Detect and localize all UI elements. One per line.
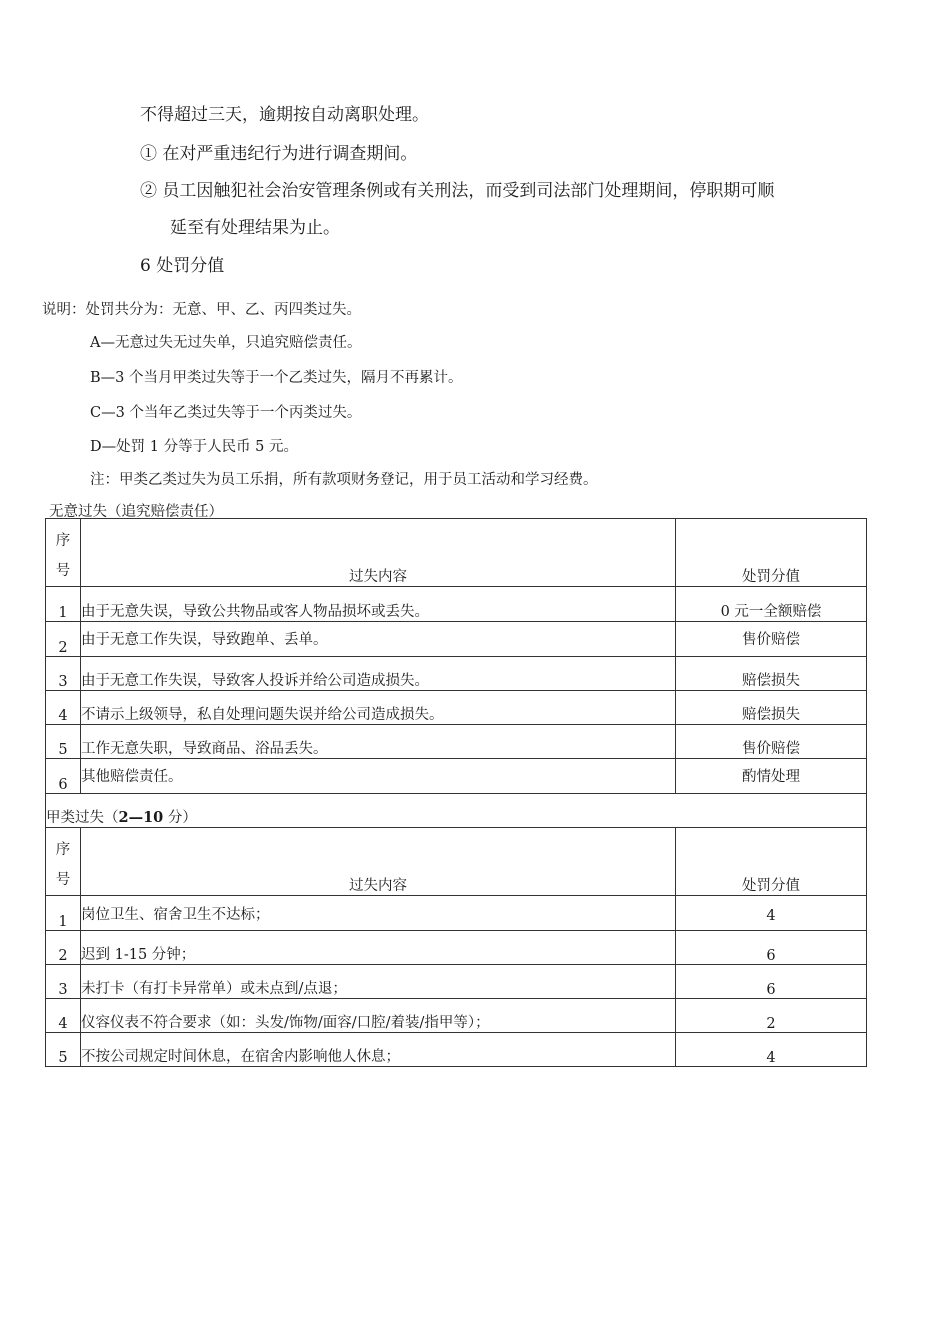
note-a: A—无意过失无过失单，只追究赔偿责任。 <box>90 335 362 351</box>
intro-line-3b: 延至有处理结果为止。 <box>170 218 340 238</box>
intro-line-1: 不得超过三天，逾期按自动离职处理。 <box>140 105 429 125</box>
row-score: 6 <box>676 965 867 999</box>
row-score: 0 元一全额赔偿 <box>676 587 867 622</box>
row-score: 6 <box>676 931 867 965</box>
table2-caption: 甲类过失（2—10 分） <box>46 794 867 828</box>
table2-header-content: 过失内容 <box>81 828 676 896</box>
table2-header-idx: 序号 <box>46 828 81 896</box>
table1-header-row <box>46 519 867 587</box>
table-row <box>46 622 867 657</box>
table-row <box>46 965 867 999</box>
table1-header-content: 过失内容 <box>81 519 676 587</box>
table-row <box>46 691 867 725</box>
row-score: 售价赔偿 <box>676 725 867 759</box>
row-score: 2 <box>676 999 867 1033</box>
note-c: C—3 个当年乙类过失等于一个丙类过失。 <box>90 405 362 421</box>
row-content: 未打卡（有打卡异常单）或未点到/点退； <box>81 965 676 999</box>
row-index: 5 <box>46 725 81 759</box>
row-content: 工作无意失职，导致商品、浴品丢失。 <box>81 725 676 759</box>
note-b: B—3 个当月甲类过失等于一个乙类过失，隔月不再累计。 <box>90 370 463 386</box>
row-index: 1 <box>46 896 81 931</box>
row-index: 6 <box>46 759 81 794</box>
table1-header-score: 处罚分值 <box>676 519 867 587</box>
table-row <box>46 931 867 965</box>
row-score: 4 <box>676 1033 867 1067</box>
row-score: 赔偿损失 <box>676 657 867 691</box>
table2-header-row <box>46 828 867 896</box>
explanation-text: 说明：处罚共分为：无意、甲、乙、丙四类过失。 <box>42 302 361 318</box>
row-index: 4 <box>46 691 81 725</box>
table1-header-idx: 序号 <box>46 519 81 587</box>
table-row <box>46 1033 867 1067</box>
row-index: 4 <box>46 999 81 1033</box>
table-row <box>46 896 867 931</box>
row-index: 3 <box>46 657 81 691</box>
row-score: 售价赔偿 <box>676 622 867 657</box>
row-content: 岗位卫生、宿舍卫生不达标； <box>81 896 676 931</box>
note-remark: 注：甲类乙类过失为员工乐捐，所有款项财务登记，用于员工活动和学习经费。 <box>90 472 598 488</box>
table-row <box>46 999 867 1033</box>
row-index: 1 <box>46 587 81 622</box>
row-index: 5 <box>46 1033 81 1067</box>
row-index: 2 <box>46 622 81 657</box>
row-content: 由于无意失误，导致公共物品或客人物品损坏或丢失。 <box>81 587 676 622</box>
row-content: 其他赔偿责任。 <box>81 759 676 794</box>
table-row <box>46 657 867 691</box>
row-index: 2 <box>46 931 81 965</box>
table2-header-score: 处罚分值 <box>676 828 867 896</box>
row-content: 不按公司规定时间休息，在宿舍内影响他人休息； <box>81 1033 676 1067</box>
row-content: 仪容仪表不符合要求（如：头发/饰物/面容/口腔/着装/指甲等）； <box>81 999 676 1033</box>
table-row <box>46 759 867 794</box>
note-d: D—处罚 1 分等于人民币 5 元。 <box>90 439 299 455</box>
table-row <box>46 725 867 759</box>
intro-line-2: ① 在对严重违纪行为进行调查期间。 <box>140 144 418 164</box>
intro-line-3a: ② 员工因触犯社会治安管理条例或有关刑法，而受到司法部门处理期间，停职期可顺 <box>140 181 775 201</box>
table1-caption: 无意过失（追究赔偿责任） <box>49 504 223 520</box>
row-score: 4 <box>676 896 867 931</box>
row-content: 由于无意工作失误，导致跑单、丢单。 <box>81 622 676 657</box>
row-score: 酌情处理 <box>676 759 867 794</box>
row-content: 由于无意工作失误，导致客人投诉并给公司造成损失。 <box>81 657 676 691</box>
row-index: 3 <box>46 965 81 999</box>
row-score: 赔偿损失 <box>676 691 867 725</box>
penalty-table <box>45 518 867 1067</box>
row-content: 不请示上级领导，私自处理问题失误并给公司造成损失。 <box>81 691 676 725</box>
row-content: 迟到 1-15 分钟； <box>81 931 676 965</box>
section-heading: 6 处罚分值 <box>140 256 225 276</box>
table-row <box>46 587 867 622</box>
table2-caption-row <box>46 794 867 828</box>
